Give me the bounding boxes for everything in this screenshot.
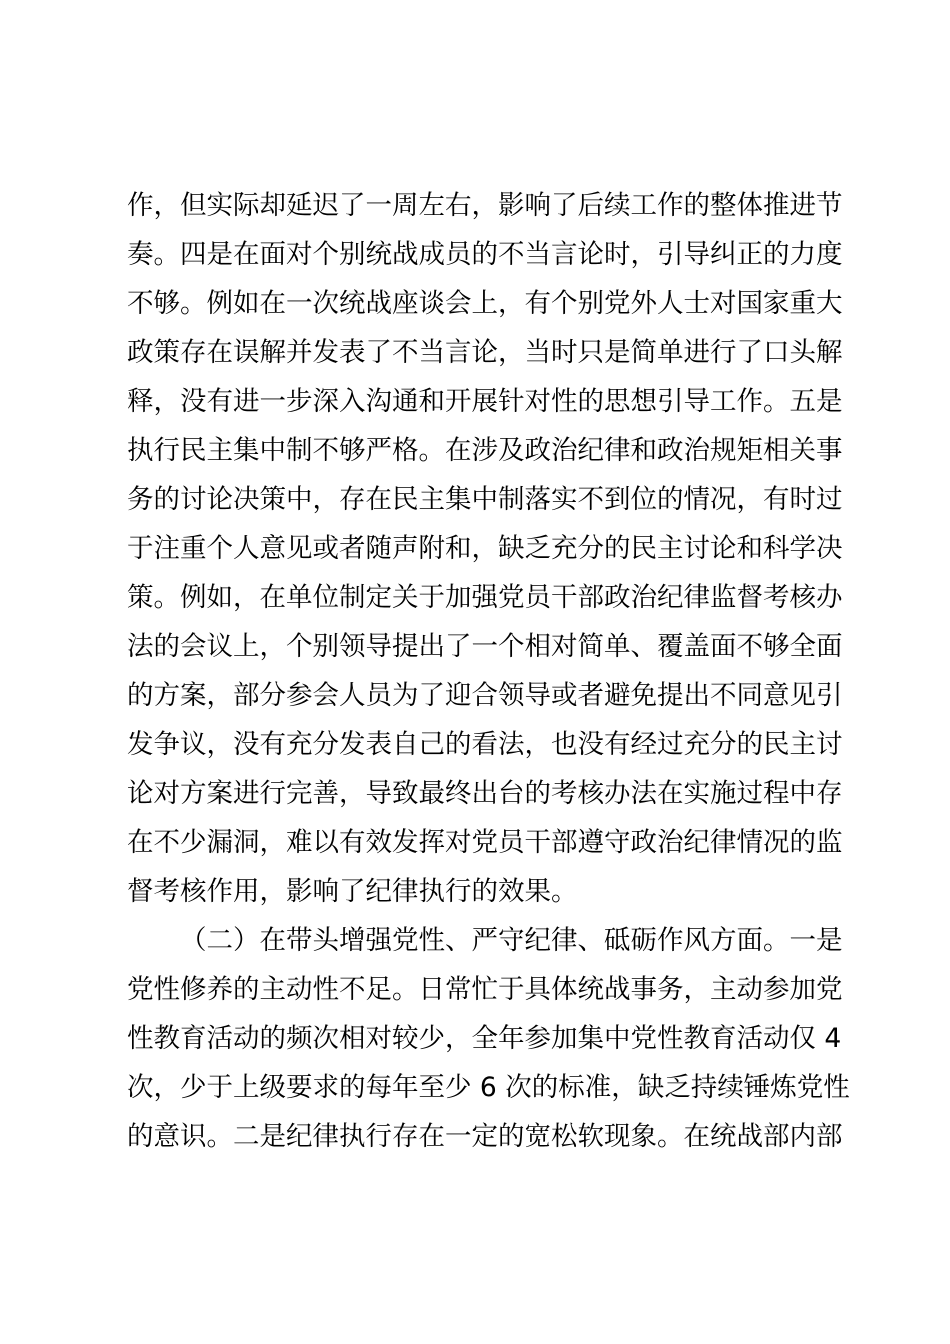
text-line: 政策存在误解并发表了不当言论，当时只是简单进行了口头解 <box>127 337 843 368</box>
paragraph-end-line: 督考核作用，影响了纪律执行的效果。 <box>127 876 578 907</box>
text-line: 党性修养的主动性不足。日常忙于具体统战事务，主动参加党 <box>127 974 843 1005</box>
text-line: 法的会议上，个别领导提出了一个相对简单、覆盖面不够全面 <box>127 631 843 662</box>
text-line: 的意识。二是纪律执行存在一定的宽松软现象。在统战部内部 <box>127 1121 843 1152</box>
text-line: 于注重个人意见或者随声附和，缺乏充分的民主讨论和科学决 <box>127 533 843 564</box>
text-line: 务的讨论决策中，存在民主集中制落实不到位的情况，有时过 <box>127 484 843 515</box>
text-line: 论对方案进行完善，导致最终出台的考核办法在实施过程中存 <box>127 778 843 809</box>
text-line: 策。例如，在单位制定关于加强党员干部政治纪律监督考核办 <box>127 582 843 613</box>
text-line: 在不少漏洞，难以有效发挥对党员干部遵守政治纪律情况的监 <box>127 827 843 858</box>
text-line: 的方案，部分参会人员为了迎合领导或者避免提出不同意见引 <box>127 680 843 711</box>
text-line: 作，但实际却延迟了一周左右，影响了后续工作的整体推进节 <box>127 190 843 221</box>
text-line: 次，少于上级要求的每年至少 6 次的标准，缺乏持续锤炼党性 <box>127 1072 850 1103</box>
text-line: 奏。四是在面对个别统战成员的不当言论时，引导纠正的力度 <box>127 239 843 270</box>
text-line: 发争议，没有充分发表自己的看法，也没有经过充分的民主讨 <box>127 729 843 760</box>
text-line: 性教育活动的频次相对较少，全年参加集中党性教育活动仅 4 <box>127 1023 842 1054</box>
section-heading-line: （二）在带头增强党性、严守纪律、砥砺作风方面。一是 <box>180 925 843 956</box>
text-line: 执行民主集中制不够严格。在涉及政治纪律和政治规矩相关事 <box>127 435 843 466</box>
text-line: 不够。例如在一次统战座谈会上，有个别党外人士对国家重大 <box>127 288 843 319</box>
text-line: 释，没有进一步深入沟通和开展针对性的思想引导工作。五是 <box>127 386 843 417</box>
body-text <box>127 181 850 1161</box>
